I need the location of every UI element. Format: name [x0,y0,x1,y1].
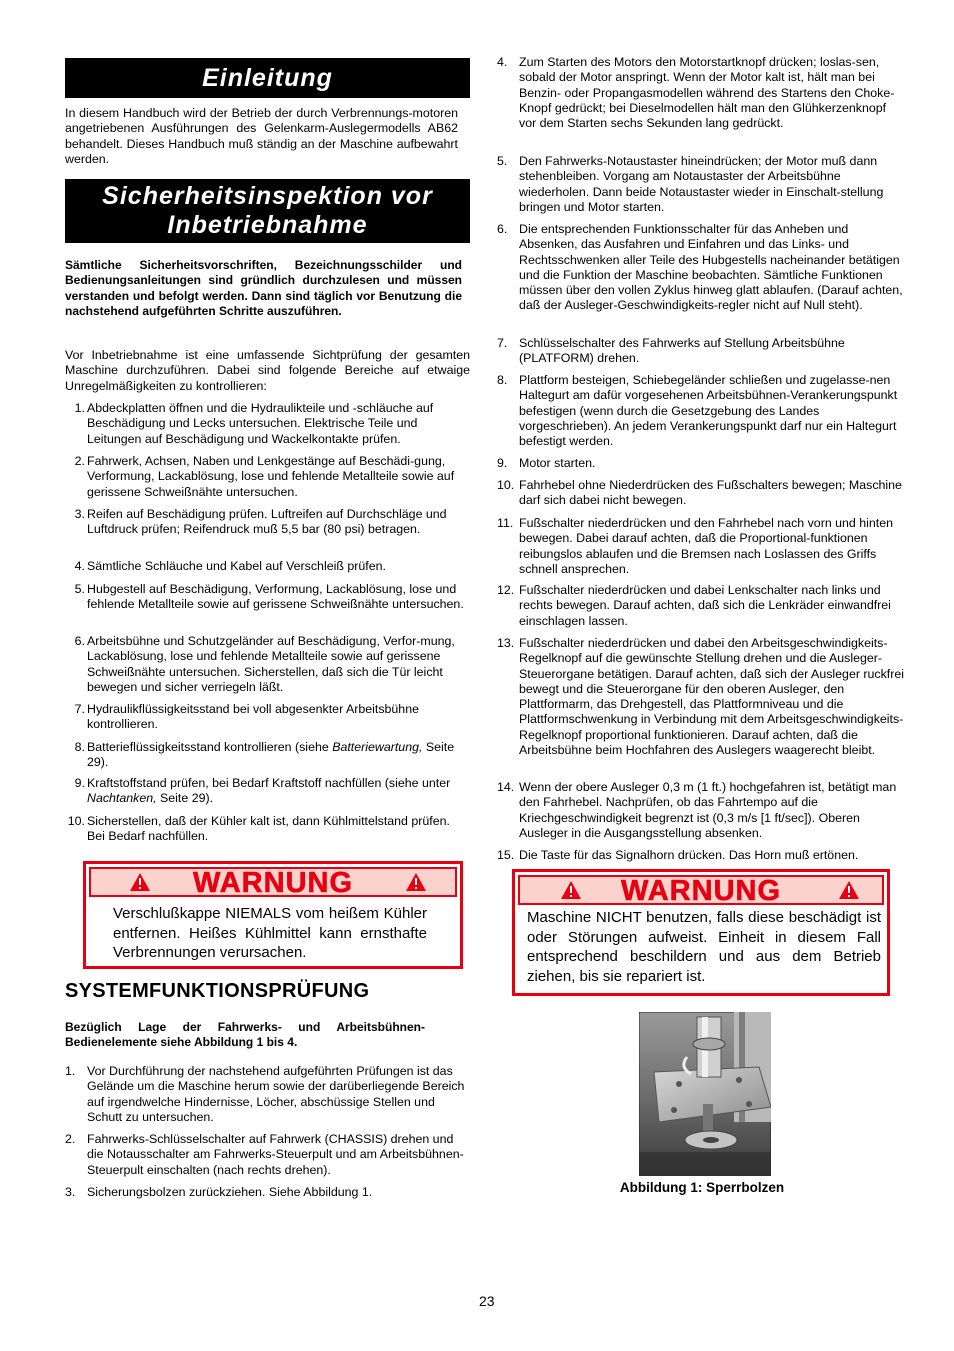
list-item: 14. Wenn der obere Ausleger 0,3 m (1 ft.) hochgefahren ist, betätigt man den Fahrhebel. Nachprüfen, ob das Fahrtempo auf die Kriechgeschwindigkeit begrenzt ist (0,3 m/s [1 ft/sec]). Oberen Ausleger in die Ausgangsstellung absenken. [497,780,897,840]
list-item: 5. Den Fahrwerks-Notaustaster hineindrücken; der Motor muß dann stehenbleiben. Vorgang am Notaustaster der Arbeitsbühne wiederholen. Dann beide Notaustaster wieder in Einschalt-stellung bringen und Motor starten. [497,154,884,214]
warning-title: WARNUNG [192,867,354,899]
warning-box-machine [512,869,890,996]
banner-title-line1: Sicherheitsinspektion vor [102,182,433,210]
list-item: 9. Kraftstoffstand prüfen, bei Bedarf Kraftstoff nachfüllen (siehe unter Nachtanken, Seite 29). [74,776,451,806]
list-item: 2. Fahrwerk, Achsen, Naben und Lenkgestänge auf Beschädi-gung, Verformung, Lackablösung, lose und fehlende Metallteile sowie auf gerissene Schweißnähte untersuchen. [74,454,455,499]
list-item: 5. Hubgestell auf Beschädigung, Verformung, Lackablösung, lose und fehlende Metallteile sowie auf gerissene Schweißnähte untersuchen. [74,582,464,612]
section-heading-systemfunktionspruefung: SYSTEMFUNKTIONSPRÜFUNG [65,980,370,1002]
list-item: 6. Arbeitsbühne und Schutzgeländer auf Beschädigung, Verfor-mung, Lackablösung, lose und fehlende Metallteile sowie auf gerissene Schweißnähte untersuchen. Sicherstellen, daß sich die Tür leicht bewegen und sicher verriegeln läßt. [74,634,455,694]
section-banner-einleitung [65,58,470,98]
banner-title-line2: Inbetriebnahme [167,211,368,239]
intro-paragraph: In diesem Handbuch wird der Betrieb der durch Verbrennungs-motoren angetriebenen Ausführungen des Gelenkarm-Auslegermodells AB62 behandelt. Dieses Handbuch muß ständig an der Maschine aufbewahrt werden. [65,106,458,166]
list-item: 9. Motor starten. [497,456,596,470]
warning-box-radiator [83,861,463,969]
section-banner-sicherheitsinspektion [65,179,470,243]
warning-text: Maschine NICHT benutzen, falls diese beschädigt ist oder Störungen aufweist. Einheit in diesem Fall entsprechend beschildern und aus dem Betrieb ziehen, bis sie repariert ist. [527,909,881,985]
visual-inspection-intro: Vor Inbetriebnahme ist eine umfassende Sichtprüfung der gesamten Maschine durchzuführen. Dabei sind folgende Bereiche auf etwaige Unregelmäßigkeiten zu kontrollieren: [65,348,470,393]
list-item: 12. Fußschalter niederdrücken und dabei Lenkschalter nach links und rechts bewegen. Darauf achten, daß sich die Lenkräder einwandfrei einschlagen lassen. [497,583,891,628]
list-item: 2. Fahrwerks-Schlüsselschalter auf Fahrwerk (CHASSIS) drehen und die Notausschalter am Fahrwerks-Steuerpult und am Arbeitsbühnen-Steuerpult einschalten (nach rechts drehen). [65,1132,464,1177]
warning-triangle-icon [405,872,427,892]
list-item: 10. Fahrhebel ohne Niederdrücken des Fußschalters bewegen; Maschine darf sich dabei nicht bewegen. [497,478,902,508]
list-item: 7. Schlüsselschalter des Fahrwerks auf Stellung Arbeitsbühne (PLATFORM) drehen. [497,336,845,366]
list-item: 7. Hydraulikflüssigkeitsstand bei voll abgesenkter Arbeitsbühne kontrollieren. [74,702,419,732]
banner-title: Einleitung [202,64,333,92]
list-item: 13. Fußschalter niederdrücken und dabei den Arbeitsgeschwindigkeits-Regelknopf auf die gewünschte Stellung drehen und die Ausleger-Steuerorgane betätigen. Darauf achten, daß sich der Ausleger ruckfrei bewegt und die Steuerorgane für den oberen Ausleger, den Plattformarm, das Drehgestell, das Plattformniveau und die Plattformschwenkung in Verbindung mit dem Arbeitsgeschwindigkeits-Regelknopf proportional funktionieren. Darauf achten, daß die Arbeitsbühne beim Hochfahren des Auslegers waagerecht bleibt. [497,636,905,758]
list-item: 11. Fußschalter niederdrücken und den Fahrhebel nach vorn und hinten bewegen. Dabei darauf achten, daß die Proportional-funktionen reibungslos ablaufen und die Bremsen nach Loslassen des Griffs schnell ansprechen. [497,516,894,576]
list-item: 4. Sämtliche Schläuche und Kabel auf Verschleiß prüfen. [74,559,386,573]
system-bold-paragraph: Bezüglich Lage der Fahrwerks- und Arbeitsbühnen-Bedienelemente siehe Abbildung 1 bis 4. [65,1020,425,1050]
list-item: 3. Sicherungsbolzen zurückziehen. Siehe Abbildung 1. [65,1185,373,1199]
list-item: 8. Plattform besteigen, Schiebegeländer schließen und zugelasse-nen Haltegurt am dafür vorgesehenen Arbeitsbühnen-Verankerungspunkt befestigen (wenn durch die Gesetzgebung des Landes vorgeschrieben). An jedem Verankerungspunkt darf nur ein Haltegurt befestigt werden. [497,373,898,449]
list-item: 1. Abdeckplatten öffnen und die Hydraulikteile und -schläuche auf Beschädigung und Lecks untersuchen. Elektrische Teile und Leitungen auf Beschädigung und Wackelkontakte prüfen. [74,401,434,446]
safety-bold-paragraph: Sämtliche Sicherheitsvorschriften, Bezeichnungsschilder und Bedienungsanleitungen sind gründlich durchzulesen und müssen verstanden und befolgt werden. Dann sind täglich vor Benutzung die nachstehend aufgeführten Schritte auszuführen. [65,258,462,318]
list-item: 6. Die entsprechenden Funktionsschalter für das Anheben und Absenken, das Ausfahren und Einfahren und das Links- und Rechtsschwenken aller Teile des Hubgestells nacheinander betätigen und die Funktion der Maschine beobachten. Sämtliche Funktionen müssen über den vollen Zyklus hinweg glatt ablaufen. (Darauf achten, daß der Ausleger-Geschwindigkeits-regler nicht auf Null steht). [497,222,903,313]
list-item: 1. Vor Durchführung der nachstehend aufgeführten Prüfungen ist das Gelände um die Maschine herum sowie der darüberliegende Bereich auf irgendwelche Hindernisse, Löcher, abschüssige Stellen und Schutt zu untersuchen. [65,1064,465,1124]
warning-triangle-icon [838,880,860,900]
list-item: 4. Zum Starten des Motors den Motorstartknopf drücken; loslas-sen, sobald der Motor anspringt. Wenn der Motor kalt ist, hält man bei Benzin- oder Propangasmodellen während des Startens den Choke-Knopf gedrückt; bei Dieselmodellen hält man den Glühkerzenknopf vor dem Starten sechs Sekunden lang gedrückt. [497,55,895,131]
warning-header [89,867,457,897]
list-item: 3. Reifen auf Beschädigung prüfen. Luftreifen auf Durchschläge und Luftdruck prüfen; Reifendruck muß 5,5 bar (80 psi) betragen. [74,507,447,537]
warning-title: WARNUNG [620,875,782,907]
list-item: 8. Batterieflüssigkeitsstand kontrollieren (siehe Batteriewartung, Seite 29). [74,740,455,770]
page-number: 23 [479,1293,495,1309]
figure-photo-lock-pin [639,1012,771,1176]
figure-caption: Abbildung 1: Sperrbolzen [619,1180,785,1195]
list-item: 10. Sicherstellen, daß der Kühler kalt ist, dann Kühlmittelstand prüfen. Bei Bedarf nachfüllen. [67,814,450,844]
warning-text: Verschlußkappe NIEMALS vom heißem Kühler entfernen. Heißes Kühlmittel kann ernsthafte Verbrennungen verursachen. [113,905,427,961]
warning-header [518,875,884,905]
list-item: 15. Die Taste für das Signalhorn drücken. Das Horn muß ertönen. [497,848,859,862]
